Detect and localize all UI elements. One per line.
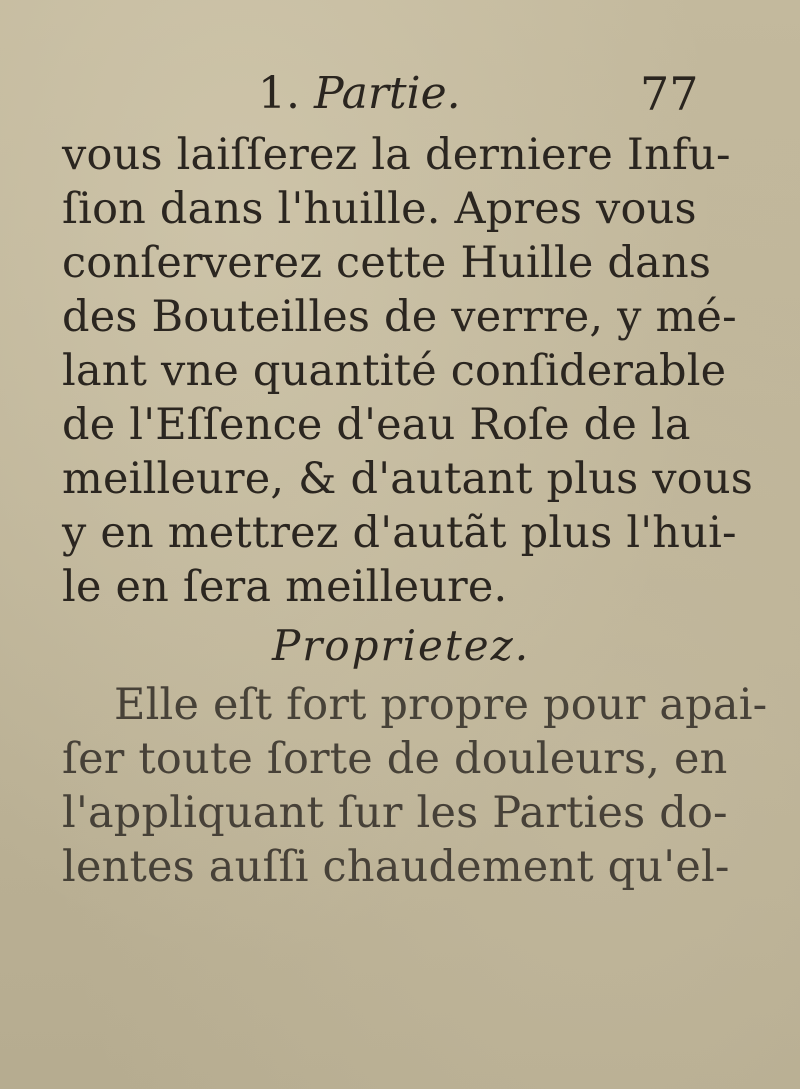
text-line: de l'Eſſence d'eau Roſe de la: [62, 400, 691, 450]
text-line: le en ſera meilleure.: [62, 562, 508, 612]
body-text: [62, 128, 768, 894]
part-word: Partie.: [313, 68, 461, 119]
text-line: y en mettrez d'autãt plus l'hui-: [62, 508, 737, 558]
text-line: conſerverez cette Huille dans: [62, 238, 712, 288]
text-line: l'appliquant ſur les Parties do-: [62, 788, 728, 838]
text-line: des Bouteilles de verrre, y mé-: [62, 292, 737, 342]
text-line: meilleure, & d'autant plus vous: [62, 454, 753, 504]
text-line: ſer toute ſorte de douleurs, en: [62, 734, 728, 784]
running-head-title: [258, 62, 461, 126]
text-line: vous laiſſerez la derniere Infu-: [62, 130, 731, 180]
part-number: 1.: [258, 68, 300, 119]
text-line: ſion dans l'huille. Apres vous: [62, 184, 697, 234]
text-line: lentes auſſi chaudement qu'el-: [62, 842, 730, 892]
section-heading: Proprietez.: [272, 621, 531, 670]
text-line: lant vne quantité conſiderable: [62, 346, 727, 396]
text-line: Elle eſt fort propre pour apai-: [114, 680, 768, 730]
page-number: 77: [640, 67, 699, 121]
running-header: [0, 62, 800, 126]
